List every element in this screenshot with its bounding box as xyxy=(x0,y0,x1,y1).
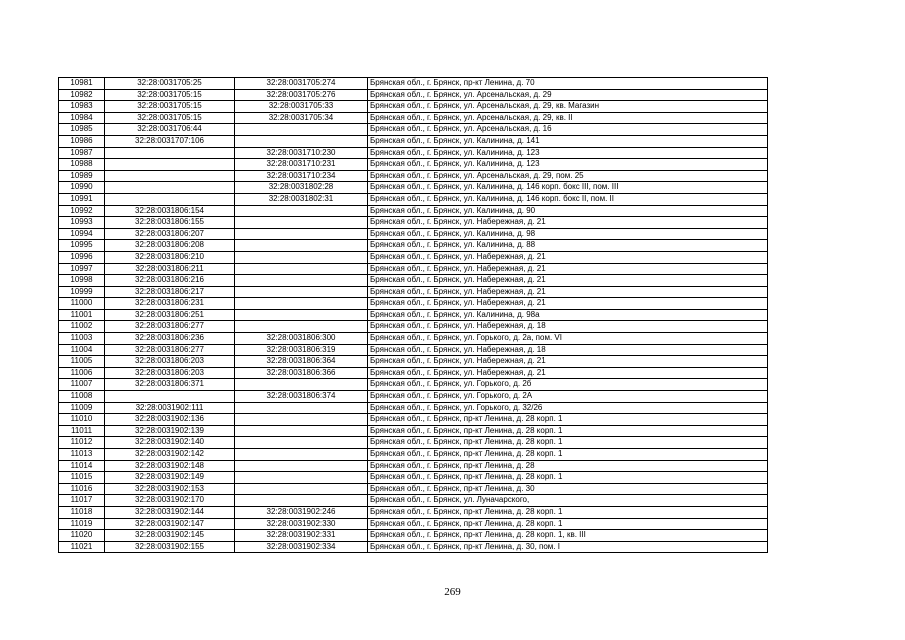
building-cadastral-number-cell xyxy=(235,449,368,461)
row-number-cell: 10985 xyxy=(59,124,105,136)
building-cadastral-number-cell xyxy=(235,240,368,252)
building-cadastral-number-cell: 32:28:0031802:28 xyxy=(235,182,368,194)
address-cell: Брянская обл., г. Брянск, ул. Набережная, д. 21 xyxy=(368,263,768,275)
row-number-cell: 11002 xyxy=(59,321,105,333)
land-cadastral-number-cell: 32:28:0031806:154 xyxy=(105,205,235,217)
building-cadastral-number-cell: 32:28:0031710:234 xyxy=(235,170,368,182)
table-row xyxy=(59,530,768,542)
building-cadastral-number-cell: 32:28:0031710:231 xyxy=(235,159,368,171)
building-cadastral-number-cell xyxy=(235,402,368,414)
row-number-cell: 10999 xyxy=(59,286,105,298)
address-cell: Брянская обл., г. Брянск, ул. Набережная, д. 21 xyxy=(368,298,768,310)
table-row xyxy=(59,356,768,368)
table-row xyxy=(59,112,768,124)
land-cadastral-number-cell xyxy=(105,159,235,171)
land-cadastral-number-cell: 32:28:0031902:136 xyxy=(105,414,235,426)
row-number-cell: 11015 xyxy=(59,472,105,484)
row-number-cell: 11007 xyxy=(59,379,105,391)
building-cadastral-number-cell: 32:28:0031902:331 xyxy=(235,530,368,542)
table-row xyxy=(59,217,768,229)
land-cadastral-number-cell: 32:28:0031706:44 xyxy=(105,124,235,136)
table-row xyxy=(59,402,768,414)
address-cell: Брянская обл., г. Брянск, пр-кт Ленина, д. 70 xyxy=(368,78,768,90)
address-cell: Брянская обл., г. Брянск, ул. Калинина, д. 123 xyxy=(368,159,768,171)
table-row xyxy=(59,333,768,345)
address-cell: Брянская обл., г. Брянск, ул. Набережная, д. 18 xyxy=(368,321,768,333)
land-cadastral-number-cell: 32:28:0031902:153 xyxy=(105,483,235,495)
table-row xyxy=(59,251,768,263)
table-row xyxy=(59,506,768,518)
building-cadastral-number-cell xyxy=(235,414,368,426)
building-cadastral-number-cell xyxy=(235,217,368,229)
land-cadastral-number-cell: 32:28:0031806:371 xyxy=(105,379,235,391)
building-cadastral-number-cell: 32:28:0031710:230 xyxy=(235,147,368,159)
registry-table xyxy=(58,77,768,553)
address-cell: Брянская обл., г. Брянск, пр-кт Ленина, д. 28 корп. 1 xyxy=(368,437,768,449)
address-cell: Брянская обл., г. Брянск, ул. Набережная, д. 18 xyxy=(368,344,768,356)
land-cadastral-number-cell xyxy=(105,193,235,205)
building-cadastral-number-cell xyxy=(235,379,368,391)
building-cadastral-number-cell xyxy=(235,298,368,310)
row-number-cell: 10989 xyxy=(59,170,105,182)
row-number-cell: 11020 xyxy=(59,530,105,542)
land-cadastral-number-cell: 32:28:0031806:203 xyxy=(105,356,235,368)
building-cadastral-number-cell xyxy=(235,483,368,495)
building-cadastral-number-cell: 32:28:0031806:319 xyxy=(235,344,368,356)
building-cadastral-number-cell: 32:28:0031902:330 xyxy=(235,518,368,530)
address-cell: Брянская обл., г. Брянск, пр-кт Ленина, д. 30, пом. I xyxy=(368,541,768,553)
table-row xyxy=(59,391,768,403)
building-cadastral-number-cell xyxy=(235,251,368,263)
land-cadastral-number-cell: 32:28:0031902:170 xyxy=(105,495,235,507)
address-cell: Брянская обл., г. Брянск, ул. Калинина, д. 90 xyxy=(368,205,768,217)
address-cell: Брянская обл., г. Брянск, ул. Арсенальская, д. 16 xyxy=(368,124,768,136)
table-row xyxy=(59,159,768,171)
table-row xyxy=(59,78,768,90)
land-cadastral-number-cell: 32:28:0031902:139 xyxy=(105,425,235,437)
row-number-cell: 10982 xyxy=(59,89,105,101)
land-cadastral-number-cell: 32:28:0031705:15 xyxy=(105,101,235,113)
row-number-cell: 10987 xyxy=(59,147,105,159)
row-number-cell: 10994 xyxy=(59,228,105,240)
row-number-cell: 11000 xyxy=(59,298,105,310)
table-row xyxy=(59,182,768,194)
table-row xyxy=(59,124,768,136)
row-number-cell: 10986 xyxy=(59,135,105,147)
land-cadastral-number-cell: 32:28:0031902:149 xyxy=(105,472,235,484)
address-cell: Брянская обл., г. Брянск, пр-кт Ленина, д. 30 xyxy=(368,483,768,495)
building-cadastral-number-cell xyxy=(235,275,368,287)
building-cadastral-number-cell xyxy=(235,124,368,136)
table-row xyxy=(59,518,768,530)
building-cadastral-number-cell: 32:28:0031705:33 xyxy=(235,101,368,113)
address-cell: Брянская обл., г. Брянск, пр-кт Ленина, д. 28 xyxy=(368,460,768,472)
row-number-cell: 11017 xyxy=(59,495,105,507)
land-cadastral-number-cell xyxy=(105,182,235,194)
table-row xyxy=(59,367,768,379)
registry-table-body xyxy=(59,78,768,553)
address-cell: Брянская обл., г. Брянск, ул. Набережная, д. 21 xyxy=(368,217,768,229)
table-row xyxy=(59,286,768,298)
address-cell: Брянская обл., г. Брянск, пр-кт Ленина, д. 28 корп. 1 xyxy=(368,506,768,518)
table-row xyxy=(59,437,768,449)
address-cell: Брянская обл., г. Брянск, пр-кт Ленина, д. 28 корп. 1 xyxy=(368,414,768,426)
land-cadastral-number-cell: 32:28:0031806:236 xyxy=(105,333,235,345)
table-row xyxy=(59,495,768,507)
address-cell: Брянская обл., г. Брянск, ул. Набережная, д. 21 xyxy=(368,275,768,287)
row-number-cell: 11008 xyxy=(59,391,105,403)
address-cell: Брянская обл., г. Брянск, ул. Луначарского, xyxy=(368,495,768,507)
table-row xyxy=(59,472,768,484)
row-number-cell: 11019 xyxy=(59,518,105,530)
land-cadastral-number-cell: 32:28:0031806:277 xyxy=(105,344,235,356)
row-number-cell: 11011 xyxy=(59,425,105,437)
building-cadastral-number-cell: 32:28:0031806:300 xyxy=(235,333,368,345)
building-cadastral-number-cell xyxy=(235,460,368,472)
address-cell: Брянская обл., г. Брянск, пр-кт Ленина, д. 28 корп. 1 xyxy=(368,425,768,437)
table-row xyxy=(59,379,768,391)
land-cadastral-number-cell: 32:28:0031902:142 xyxy=(105,449,235,461)
address-cell: Брянская обл., г. Брянск, пр-кт Ленина, д. 28 корп. 1 xyxy=(368,472,768,484)
building-cadastral-number-cell: 32:28:0031806:364 xyxy=(235,356,368,368)
row-number-cell: 10997 xyxy=(59,263,105,275)
land-cadastral-number-cell: 32:28:0031902:145 xyxy=(105,530,235,542)
building-cadastral-number-cell: 32:28:0031902:246 xyxy=(235,506,368,518)
row-number-cell: 11018 xyxy=(59,506,105,518)
table-row xyxy=(59,414,768,426)
land-cadastral-number-cell xyxy=(105,147,235,159)
address-cell: Брянская обл., г. Брянск, ул. Арсенальская, д. 29 xyxy=(368,89,768,101)
address-cell: Брянская обл., г. Брянск, пр-кт Ленина, д. 28 корп. 1, кв. III xyxy=(368,530,768,542)
row-number-cell: 11012 xyxy=(59,437,105,449)
address-cell: Брянская обл., г. Брянск, ул. Арсенальская, д. 29, кв. Магазин xyxy=(368,101,768,113)
address-cell: Брянская обл., г. Брянск, ул. Горького, д. 2А xyxy=(368,391,768,403)
address-cell: Брянская обл., г. Брянск, ул. Арсенальская, д. 29, пом. 25 xyxy=(368,170,768,182)
row-number-cell: 11014 xyxy=(59,460,105,472)
land-cadastral-number-cell: 32:28:0031806:251 xyxy=(105,309,235,321)
land-cadastral-number-cell: 32:28:0031902:140 xyxy=(105,437,235,449)
land-cadastral-number-cell: 32:28:0031806:208 xyxy=(105,240,235,252)
table-row xyxy=(59,228,768,240)
table-row xyxy=(59,309,768,321)
land-cadastral-number-cell: 32:28:0031806:216 xyxy=(105,275,235,287)
row-number-cell: 10996 xyxy=(59,251,105,263)
row-number-cell: 10992 xyxy=(59,205,105,217)
table-row xyxy=(59,541,768,553)
table-row xyxy=(59,483,768,495)
row-number-cell: 10990 xyxy=(59,182,105,194)
building-cadastral-number-cell: 32:28:0031806:366 xyxy=(235,367,368,379)
land-cadastral-number-cell: 32:28:0031806:277 xyxy=(105,321,235,333)
land-cadastral-number-cell: 32:28:0031806:155 xyxy=(105,217,235,229)
row-number-cell: 10991 xyxy=(59,193,105,205)
table-row xyxy=(59,275,768,287)
row-number-cell: 10998 xyxy=(59,275,105,287)
building-cadastral-number-cell: 32:28:0031705:274 xyxy=(235,78,368,90)
address-cell: Брянская обл., г. Брянск, ул. Калинина, д. 146 корп. бокс II, пом. II xyxy=(368,193,768,205)
table-row xyxy=(59,101,768,113)
address-cell: Брянская обл., г. Брянск, ул. Калинина, д. 146 корп. бокс III, пом. III xyxy=(368,182,768,194)
land-cadastral-number-cell: 32:28:0031806:217 xyxy=(105,286,235,298)
table-row xyxy=(59,205,768,217)
row-number-cell: 10988 xyxy=(59,159,105,171)
address-cell: Брянская обл., г. Брянск, ул. Набережная, д. 21 xyxy=(368,356,768,368)
building-cadastral-number-cell: 32:28:0031705:276 xyxy=(235,89,368,101)
address-cell: Брянская обл., г. Брянск, пр-кт Ленина, д. 28 корп. 1 xyxy=(368,518,768,530)
row-number-cell: 11003 xyxy=(59,333,105,345)
land-cadastral-number-cell: 32:28:0031902:155 xyxy=(105,541,235,553)
building-cadastral-number-cell: 32:28:0031705:34 xyxy=(235,112,368,124)
building-cadastral-number-cell xyxy=(235,228,368,240)
address-cell: Брянская обл., г. Брянск, ул. Набережная, д. 21 xyxy=(368,286,768,298)
building-cadastral-number-cell xyxy=(235,437,368,449)
building-cadastral-number-cell xyxy=(235,425,368,437)
building-cadastral-number-cell xyxy=(235,309,368,321)
land-cadastral-number-cell: 32:28:0031806:211 xyxy=(105,263,235,275)
land-cadastral-number-cell: 32:28:0031902:144 xyxy=(105,506,235,518)
land-cadastral-number-cell: 32:28:0031707:106 xyxy=(105,135,235,147)
row-number-cell: 11005 xyxy=(59,356,105,368)
table-row xyxy=(59,135,768,147)
row-number-cell: 11021 xyxy=(59,541,105,553)
row-number-cell: 10995 xyxy=(59,240,105,252)
land-cadastral-number-cell: 32:28:0031902:111 xyxy=(105,402,235,414)
table-row xyxy=(59,449,768,461)
land-cadastral-number-cell: 32:28:0031705:15 xyxy=(105,112,235,124)
table-row xyxy=(59,425,768,437)
row-number-cell: 11016 xyxy=(59,483,105,495)
table-row xyxy=(59,344,768,356)
page-number: 269 xyxy=(444,586,461,598)
land-cadastral-number-cell: 32:28:0031806:231 xyxy=(105,298,235,310)
table-row xyxy=(59,460,768,472)
address-cell: Брянская обл., г. Брянск, ул. Горького, д. 2б xyxy=(368,379,768,391)
address-cell: Брянская обл., г. Брянск, ул. Калинина, д. 141 xyxy=(368,135,768,147)
address-cell: Брянская обл., г. Брянск, ул. Калинина, д. 98а xyxy=(368,309,768,321)
address-cell: Брянская обл., г. Брянск, ул. Набережная, д. 21 xyxy=(368,251,768,263)
address-cell: Брянская обл., г. Брянск, ул. Калинина, д. 123 xyxy=(368,147,768,159)
building-cadastral-number-cell xyxy=(235,263,368,275)
row-number-cell: 10993 xyxy=(59,217,105,229)
building-cadastral-number-cell xyxy=(235,495,368,507)
row-number-cell: 10983 xyxy=(59,101,105,113)
land-cadastral-number-cell: 32:28:0031902:147 xyxy=(105,518,235,530)
table-row xyxy=(59,298,768,310)
building-cadastral-number-cell: 32:28:0031806:374 xyxy=(235,391,368,403)
table-row xyxy=(59,147,768,159)
table-row xyxy=(59,89,768,101)
row-number-cell: 11006 xyxy=(59,367,105,379)
land-cadastral-number-cell: 32:28:0031806:203 xyxy=(105,367,235,379)
building-cadastral-number-cell xyxy=(235,286,368,298)
table-row xyxy=(59,193,768,205)
land-cadastral-number-cell: 32:28:0031902:148 xyxy=(105,460,235,472)
address-cell: Брянская обл., г. Брянск, пр-кт Ленина, д. 28 корп. 1 xyxy=(368,449,768,461)
address-cell: Брянская обл., г. Брянск, ул. Горького, д. 32/26 xyxy=(368,402,768,414)
address-cell: Брянская обл., г. Брянск, ул. Калинина, д. 98 xyxy=(368,228,768,240)
building-cadastral-number-cell xyxy=(235,321,368,333)
table-row xyxy=(59,240,768,252)
address-cell: Брянская обл., г. Брянск, ул. Калинина, д. 88 xyxy=(368,240,768,252)
building-cadastral-number-cell: 32:28:0031902:334 xyxy=(235,541,368,553)
table-row xyxy=(59,170,768,182)
building-cadastral-number-cell: 32:28:0031802:31 xyxy=(235,193,368,205)
address-cell: Брянская обл., г. Брянск, ул. Арсенальская, д. 29, кв. II xyxy=(368,112,768,124)
row-number-cell: 11013 xyxy=(59,449,105,461)
table-row xyxy=(59,321,768,333)
row-number-cell: 11001 xyxy=(59,309,105,321)
land-cadastral-number-cell: 32:28:0031705:15 xyxy=(105,89,235,101)
land-cadastral-number-cell xyxy=(105,170,235,182)
land-cadastral-number-cell: 32:28:0031705:25 xyxy=(105,78,235,90)
building-cadastral-number-cell xyxy=(235,205,368,217)
row-number-cell: 10984 xyxy=(59,112,105,124)
address-cell: Брянская обл., г. Брянск, ул. Горького, д. 2а, пом. VI xyxy=(368,333,768,345)
land-cadastral-number-cell: 32:28:0031806:207 xyxy=(105,228,235,240)
row-number-cell: 11010 xyxy=(59,414,105,426)
table-row xyxy=(59,263,768,275)
building-cadastral-number-cell xyxy=(235,135,368,147)
row-number-cell: 10981 xyxy=(59,78,105,90)
row-number-cell: 11009 xyxy=(59,402,105,414)
land-cadastral-number-cell: 32:28:0031806:210 xyxy=(105,251,235,263)
address-cell: Брянская обл., г. Брянск, ул. Набережная, д. 21 xyxy=(368,367,768,379)
row-number-cell: 11004 xyxy=(59,344,105,356)
building-cadastral-number-cell xyxy=(235,472,368,484)
land-cadastral-number-cell xyxy=(105,391,235,403)
